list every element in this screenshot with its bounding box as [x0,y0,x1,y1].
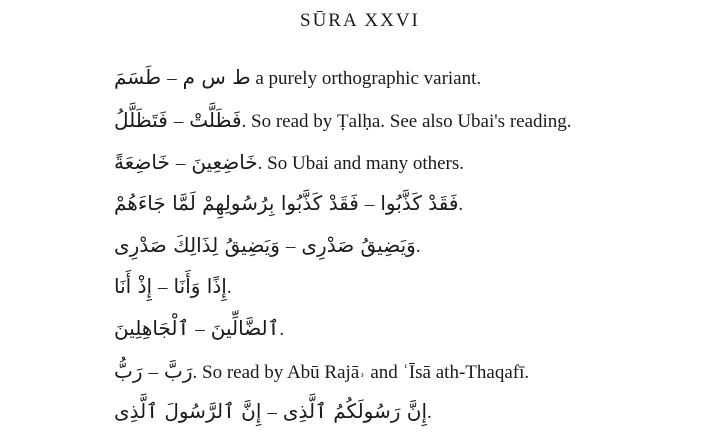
entry-note: . So read by Ṭalḥa. See also Ubai's reading. [241,111,572,132]
arabic-variant: ٱلْجَاهِلِينَ [114,316,190,340]
arabic-variant: إِنَّ ٱلرَّسُولَ ٱلَّذِى [114,399,262,423]
sura-heading: SŪRA XXVI [300,10,420,31]
dash: – [285,236,296,257]
entry-note: . [279,319,285,340]
arabic-variant: خَاضِعَةً [114,150,170,174]
arabic-variant: فَقَدْ كَذَّبُوا بِرُسُولِهِمْ لَمَّا جَاءَهُمْ [114,191,359,215]
arabic-base: إِذًا وَأَنَا [173,274,227,298]
entry-content [114,394,432,430]
arabic-variant: وَيَضِيقُ لِذَالِكَ صَدْرِى [114,233,280,257]
entry-content [114,311,284,347]
arabic-base: خَاضِعِينَ [191,150,258,174]
arabic-variant: إِذْ أَنَا [114,274,153,298]
dash: – [167,68,177,89]
arabic-variant: فَتَظَلَّلُ [114,108,168,132]
arabic-base: إِنَّ رَسُولَكُمُ ٱلَّذِى [282,399,428,423]
entry-content [114,60,481,96]
arabic-variant: رَبُّ [114,359,143,383]
dash: – [364,194,375,215]
arabic-base: فَقَدْ كَذَّبُوا [380,191,459,215]
entry-note: . So Ubai and many others. [257,153,464,174]
entry-note: . [427,402,432,423]
entry-note: . So read by Abū Rajā˒ and ʿĪsā ath-Thaqafī. [192,362,530,383]
entry-note: . [415,236,421,257]
arabic-base: ٱلضَّالِّينَ [210,316,280,340]
arabic-base: وَيَضِيقُ صَدْرِى [301,233,416,257]
dash: – [175,153,186,174]
arabic-base: فَظَلَّتْ [189,108,242,132]
dash: – [158,277,168,298]
dash: – [173,111,184,132]
entry-content [114,103,572,139]
entry-note: . [458,194,464,215]
entry-content [114,269,232,305]
dash: – [148,362,158,383]
entry-content [114,354,529,390]
arabic-base: ط س م [182,65,251,89]
entry-content [114,186,463,222]
entry-note: . [226,277,232,298]
entry-note: a purely orthographic variant. [255,68,482,89]
arabic-variant: طَسَمَ [114,65,162,89]
dash: – [267,402,277,423]
entry-content [114,228,421,264]
arabic-base: رَبَّ [164,359,193,383]
dash: – [195,319,205,340]
entry-content [114,145,464,181]
